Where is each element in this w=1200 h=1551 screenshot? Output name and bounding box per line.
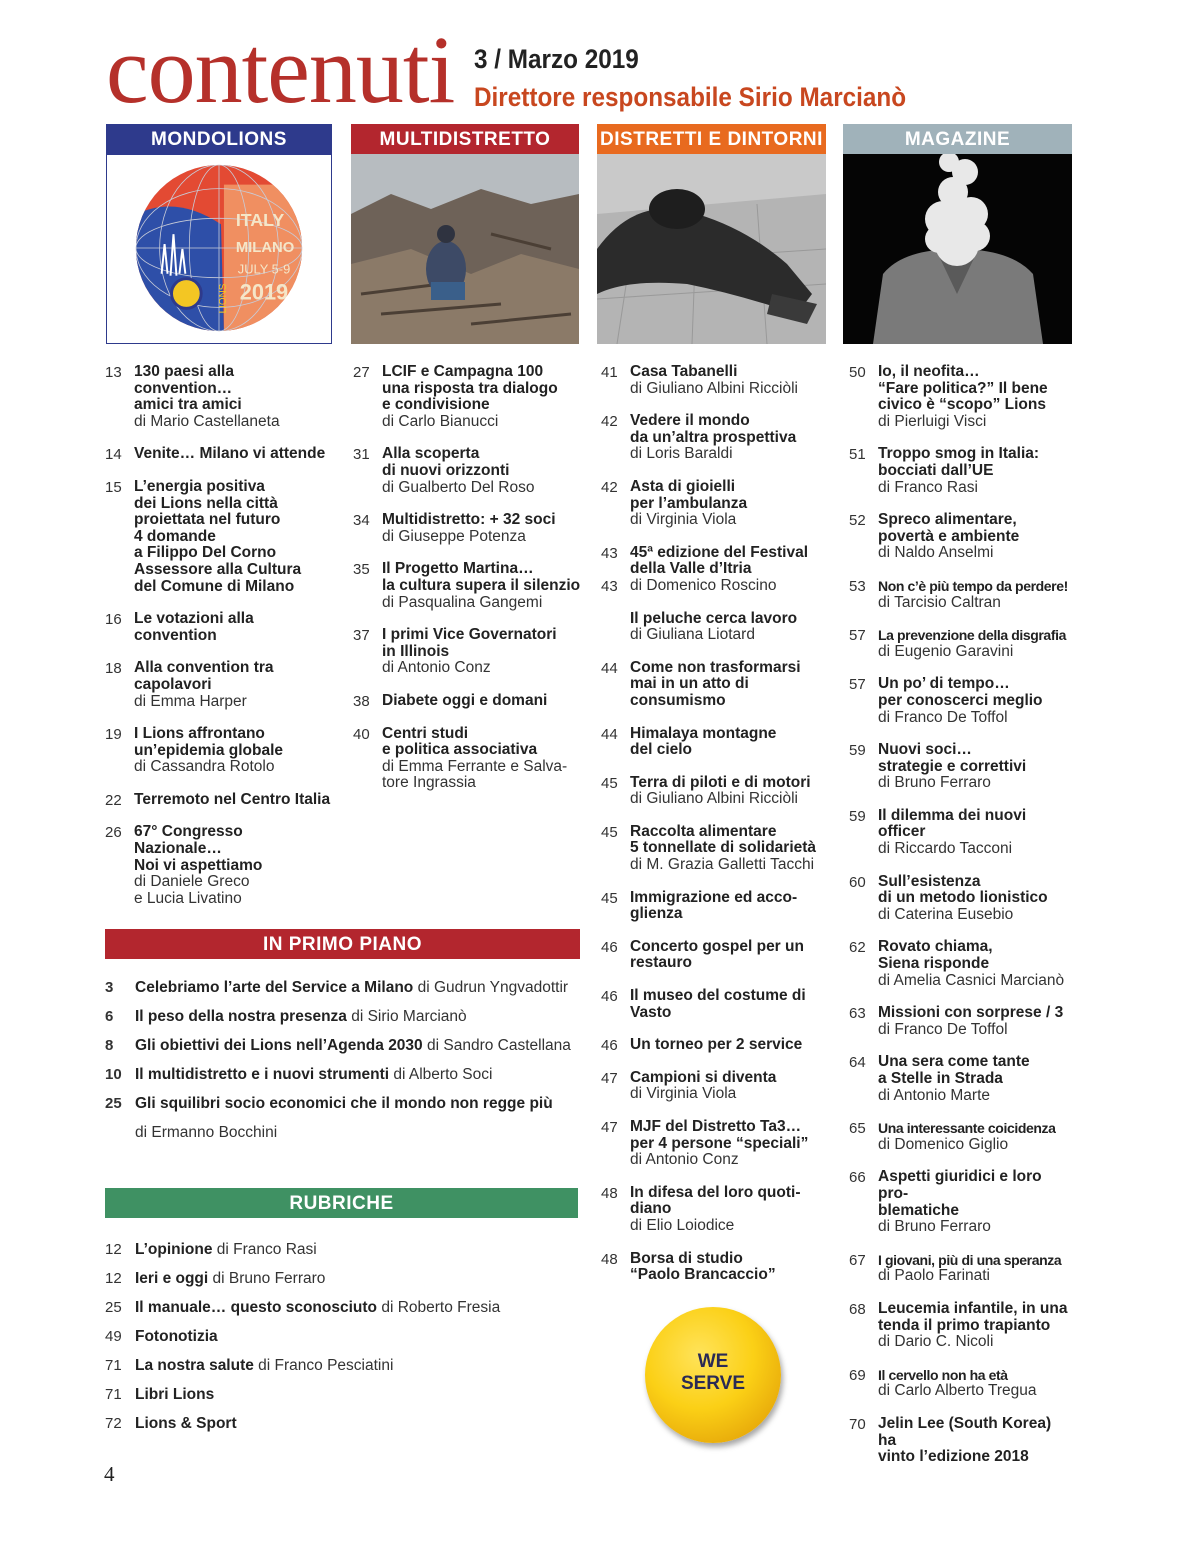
article-title: Raccolta alimentare 5 tonnellate di solidarietà (630, 822, 817, 857)
article-title: Vedere il mondo da un’altra prospettiva (630, 412, 797, 446)
section-header-multidistretto: MULTIDISTRETTO (351, 124, 579, 154)
multidistretto-toc (353, 364, 581, 808)
badge-line-2: SERVE (680, 1373, 746, 1394)
page-number: 51 (849, 446, 866, 464)
page-number: 10 (105, 1066, 122, 1083)
globe-text-italy: ITALY (235, 210, 285, 231)
article-title: Terra di piloti e di motori (630, 773, 811, 791)
page-number: 8 (105, 1037, 114, 1054)
article-title: Le votazioni alla convention (134, 610, 254, 644)
toc-entry[interactable] (849, 939, 1072, 989)
toc-entry[interactable] (105, 1065, 585, 1094)
toc-entry[interactable] (849, 1120, 1072, 1153)
toc-entry[interactable] (601, 775, 825, 808)
article-title: Libri Lions (135, 1386, 215, 1403)
toc-entry[interactable] (601, 1070, 825, 1103)
page-number: 44 (601, 659, 618, 677)
article-author: di Sandro Castellana (422, 1037, 571, 1054)
section-header-rubriche: RUBRICHE (105, 1188, 578, 1218)
convention-globe-image (106, 154, 332, 344)
article-author: di Gualberto Del Roso (382, 478, 535, 496)
article-title: Nuovi soci… strategie e correttivi (878, 741, 1027, 775)
page-number: 35 (353, 561, 370, 579)
toc-entry[interactable] (849, 1005, 1072, 1038)
globe-text-july: JULY 5-9 (237, 261, 291, 277)
article-author: di Eugenio Garavini (878, 642, 1014, 660)
article-title: Il museo del costume di Vasto (630, 987, 806, 1021)
toc-entry[interactable] (849, 578, 1072, 611)
article-author: di Pierluigi Visci (878, 412, 987, 430)
article-title: Io, il neofita… “Fare politica?” Il bene civico è “scopo” Lions (878, 363, 1048, 414)
page-number: 43 (601, 577, 618, 595)
page-number: 47 (601, 1069, 618, 1087)
toc-entry[interactable] (849, 446, 1072, 496)
article-title: Missioni con sorprese / 3 (878, 1004, 1064, 1022)
mondolions-toc (105, 364, 333, 923)
toc-entry[interactable] (601, 890, 825, 923)
article-author: di Alberto Soci (389, 1066, 493, 1083)
article-author: di Virginia Viola (630, 511, 737, 529)
toc-entry[interactable] (849, 1416, 1072, 1466)
toc-entry[interactable] (849, 627, 1072, 660)
article-author: di Cassandra Rotolo (134, 758, 275, 776)
toc-entry[interactable] (353, 364, 581, 430)
page-number: 48 (601, 1250, 618, 1268)
smoke-head-photo (843, 154, 1072, 344)
page-number: 62 (849, 939, 866, 957)
article-title: Concerto gospel per un restauro (630, 937, 804, 972)
article-title: Gli obiettivi dei Lions nell’Agenda 2030 (135, 1037, 423, 1054)
toc-entry[interactable] (849, 1367, 1072, 1400)
article-title: Borsa di studio “Paolo Brancaccio” (630, 1249, 776, 1284)
page-number: 49 (105, 1328, 122, 1345)
article-title: Il cervello non ha età (878, 1366, 1008, 1383)
page-number: 34 (353, 512, 370, 530)
section-header-mondolions: MONDOLIONS (106, 124, 332, 154)
toc-entry[interactable] (105, 1298, 585, 1327)
magazine-toc (849, 364, 1072, 1482)
page-number: 27 (353, 364, 370, 381)
article-author: di Giuliano Albini Ricciòli (630, 379, 798, 397)
toc-entry[interactable] (601, 1037, 825, 1054)
article-author: di Bruno Ferraro (208, 1270, 326, 1287)
article-author: di Domenico Giglio (878, 1135, 1009, 1153)
article-title: Il peso della nostra presenza (135, 1008, 347, 1025)
toc-entry[interactable] (849, 874, 1072, 924)
article-author: di Riccardo Tacconi (878, 840, 1013, 858)
toc-entry-continued[interactable] (105, 1123, 585, 1152)
article-title: Il manuale… questo sconosciuto (135, 1299, 378, 1316)
toc-entry[interactable] (105, 660, 333, 710)
article-author: di Caterina Eusebio (878, 905, 1014, 923)
article-title: Centri studi e politica associativa (382, 724, 538, 759)
article-title: Il peluche cerca lavoro (630, 609, 798, 627)
toc-entry[interactable] (105, 364, 333, 430)
toc-entry[interactable] (353, 627, 581, 677)
article-title: Ieri e oggi (135, 1270, 209, 1287)
page-number: 41 (601, 364, 618, 381)
toc-entry[interactable] (601, 413, 825, 463)
article-author: di Franco Rasi (878, 478, 978, 496)
article-title: Alla scoperta di nuovi orizzonti (382, 445, 510, 479)
article-author: di Bruno Ferraro (878, 1218, 991, 1236)
article-author: di Virginia Viola (630, 1085, 737, 1103)
toc-entry[interactable] (849, 1301, 1072, 1351)
page-number: 52 (849, 512, 866, 530)
article-title: La nostra salute (135, 1357, 254, 1374)
article-title: Come non trasformarsi mai in un atto di consumismo (630, 658, 801, 709)
article-author: di Bruno Ferraro (878, 774, 991, 792)
page-number: 18 (105, 660, 122, 678)
toc-entry[interactable] (105, 1036, 585, 1065)
article-author: di Franco De Toffol (878, 708, 1008, 726)
page-number: 14 (105, 446, 122, 464)
primo-piano-list (105, 978, 585, 1152)
article-title: Venite… Milano vi attende (134, 445, 326, 463)
page-number: 44 (601, 725, 618, 743)
distretti-toc (601, 364, 825, 1300)
article-title: Troppo smog in Italia: bocciati dall’UE (878, 445, 1040, 479)
page-number: 3 (105, 979, 114, 996)
article-author: di Pasqualina Gangemi (382, 593, 543, 611)
toc-entry[interactable] (105, 1094, 585, 1123)
toc-entry[interactable] (105, 792, 333, 809)
toc-entry[interactable] (849, 364, 1072, 430)
toc-entry[interactable] (849, 676, 1072, 726)
article-author: di Daniele Greco e Lucia Livatino (134, 873, 250, 907)
article-title: Asta di gioielli per l’ambulanza (630, 477, 748, 512)
toc-entry[interactable] (105, 824, 333, 907)
article-author: di Loris Baraldi (630, 445, 733, 463)
page-number: 68 (849, 1300, 866, 1318)
issue-date: 3 / Marzo 2019 (474, 44, 639, 74)
article-title: Campioni si diventa (630, 1068, 777, 1086)
page-number: 22 (105, 791, 122, 809)
globe-text-milano: MILANO (235, 239, 295, 256)
page-number: 66 (849, 1169, 866, 1187)
person-on-ground-photo (597, 154, 826, 344)
article-author: di Giuliana Liotard (630, 626, 755, 644)
toc-entry[interactable] (353, 512, 581, 545)
article-title: I primi Vice Governatori in Illinois (382, 626, 557, 660)
article-title: Un po’ di tempo… per conoscerci meglio (878, 675, 1043, 709)
article-title: LCIF e Campagna 100 una risposta tra dialogo e condivisione (382, 363, 558, 414)
article-author: di Mario Castellaneta (134, 412, 280, 430)
page-number: 25 (105, 1095, 122, 1112)
article-author: di Franco Pesciatini (253, 1357, 394, 1374)
article-title: Terremoto nel Centro Italia (134, 790, 331, 808)
article-title: Spreco alimentare, povertà e ambiente (878, 511, 1020, 545)
section-header-magazine: MAGAZINE (843, 124, 1072, 154)
toc-entry[interactable] (353, 561, 581, 611)
disaster-photo (351, 154, 579, 344)
page-number: 60 (849, 873, 866, 891)
page-number: 38 (353, 692, 370, 710)
toc-entry[interactable] (601, 726, 825, 759)
page-number: 12 (105, 1270, 122, 1287)
page-number: 25 (105, 1299, 122, 1316)
toc-entry[interactable] (849, 1054, 1072, 1104)
page-number: 37 (353, 627, 370, 645)
article-author: di Giuliano Albini Ricciòli (630, 790, 798, 808)
toc-entry[interactable] (601, 939, 825, 972)
article-author: di Naldo Anselmi (878, 544, 994, 562)
page-number: 46 (601, 938, 618, 956)
toc-entry[interactable] (601, 1185, 825, 1235)
page-number: 67 (849, 1251, 866, 1269)
article-title: I giovani, più di una speranza (878, 1251, 1062, 1268)
page-number: 57 (849, 676, 866, 694)
article-author: di Franco De Toffol (878, 1020, 1008, 1038)
article-title: Sull’esistenza di un metodo lionistico (878, 872, 1048, 907)
article-author: di Antonio Conz (382, 659, 491, 677)
article-title: Rovato chiama, Siena risponde (878, 938, 993, 973)
article-author: di Amelia Casnici Marcianò (878, 971, 1065, 989)
toc-entry[interactable] (353, 726, 581, 792)
toc-entry[interactable] (105, 978, 585, 1007)
article-title: Non c’è più tempo da perdere! (878, 577, 1068, 594)
article-author: di Roberto Fresia (377, 1299, 501, 1316)
toc-entry[interactable] (105, 1356, 585, 1385)
page-number: 71 (105, 1357, 122, 1374)
page-number: 43 (601, 544, 618, 562)
toc-entry[interactable] (105, 446, 333, 463)
article-title: Alla convention tra capolavori (134, 659, 274, 693)
article-title: Fotonotizia (135, 1328, 218, 1345)
article-author: di Tarcisio Caltran (878, 593, 1001, 611)
article-title: La prevenzione della disgrafia (878, 627, 1066, 644)
article-title: L’opinione (135, 1241, 213, 1258)
toc-entry[interactable] (849, 1252, 1072, 1285)
page-number: 46 (601, 988, 618, 1006)
toc-entry[interactable] (105, 479, 333, 595)
article-title: 130 paesi alla convention… amici tra amici (134, 363, 242, 414)
badge-line-1: WE (697, 1351, 729, 1372)
article-title: Celebriamo l’arte del Service a Milano (135, 979, 414, 996)
toc-entry[interactable] (105, 1327, 585, 1356)
page-number: 42 (601, 478, 618, 496)
page-number: 53 (849, 577, 866, 595)
toc-entry[interactable] (601, 1119, 825, 1169)
article-title: Aspetti giuridici e loro pro- blematiche (878, 1168, 1042, 1219)
rubriche-list (105, 1240, 585, 1443)
page-number: 59 (849, 807, 866, 825)
article-title: Leucemia infantile, in una tenda il primo trapianto (878, 1299, 1068, 1334)
article-title: Himalaya montagne del cielo (630, 724, 777, 759)
toc-entry[interactable] (849, 512, 1072, 562)
article-author: di Antonio Marte (878, 1086, 991, 1104)
page-number: 71 (105, 1386, 122, 1403)
page-number: 47 (601, 1119, 618, 1136)
article-title: Gli squilibri socio economici che il mondo non regge più (135, 1095, 553, 1112)
article-title: Un torneo per 2 service (630, 1036, 803, 1054)
article-author: di Giuseppe Potenza (382, 527, 526, 545)
page-number: 26 (105, 824, 122, 842)
article-author: di Carlo Alberto Tregua (878, 1382, 1037, 1400)
toc-entry[interactable] (601, 1251, 825, 1284)
page-number: 45 (601, 889, 618, 907)
page-number: 72 (105, 1415, 122, 1432)
page-number: 69 (849, 1366, 866, 1384)
article-author: di Gudrun Yngvadottir (413, 979, 569, 996)
toc-entry[interactable] (601, 364, 825, 397)
toc-entry[interactable] (105, 726, 333, 776)
page-number: 13 (105, 364, 122, 381)
page-number: 31 (353, 446, 370, 464)
article-author: di Paolo Farinati (878, 1267, 991, 1285)
article-author: di Elio Loiodice (630, 1216, 735, 1234)
article-title: Una interessante coicidenza (878, 1120, 1056, 1137)
article-title: Lions & Sport (135, 1415, 237, 1432)
article-author: di Emma Ferrante e Salva- tore Ingrassia (382, 757, 568, 792)
article-title: Il multidistretto e i nuovi strumenti (135, 1066, 390, 1083)
toc-entry[interactable] (601, 824, 825, 874)
article-title: Casa Tabanelli (630, 363, 738, 380)
article-title: Il Progetto Martina… la cultura supera il silenzio (382, 560, 581, 594)
page-number: 48 (601, 1184, 618, 1202)
toc-entry[interactable] (353, 693, 581, 710)
article-title: Il dilemma dei nuovi officer (878, 806, 1027, 841)
article-title: L’energia positiva dei Lions nella città proiettata nel futuro 4 domande a Filippo Del Corno Assessore alla Cultura del Comune di Milano (134, 477, 302, 595)
globe-text-lions: LIONS (217, 283, 229, 314)
toc-entry[interactable] (601, 545, 825, 578)
article-author: di Franco Rasi (212, 1241, 317, 1258)
toc-entry[interactable] (105, 1240, 585, 1269)
article-author: di Dario C. Nicoli (878, 1333, 994, 1351)
article-title: In difesa del loro quoti- diano (630, 1183, 801, 1218)
toc-entry[interactable] (105, 1007, 585, 1036)
article-title: Multidistretto: + 32 soci (382, 511, 556, 529)
page-number: 40 (353, 725, 370, 743)
toc-entry[interactable] (849, 808, 1072, 858)
page-number: 64 (849, 1054, 866, 1072)
article-author: di Emma Harper (134, 692, 247, 710)
article-title: 45ª edizione del Festival della Valle d’Itria (630, 543, 809, 578)
page-number: 50 (849, 364, 866, 381)
page-number: 65 (849, 1120, 866, 1138)
toc-entry[interactable] (601, 988, 825, 1021)
toc-entry[interactable] (105, 611, 333, 644)
we-serve-badge (645, 1307, 781, 1443)
page-folio: 4 (104, 1462, 115, 1486)
toc-entry[interactable] (849, 1169, 1072, 1235)
article-title: MJF del Distretto Ta3… per 4 persone “speciali” (630, 1118, 809, 1152)
article-author: di Carlo Bianucci (382, 412, 499, 430)
toc-entry[interactable] (601, 660, 825, 710)
page-title: contenuti (106, 16, 455, 123)
page-number: 59 (849, 742, 866, 760)
page-number: 45 (601, 823, 618, 841)
editor-credit: Direttore responsabile Sirio Marcianò (474, 82, 907, 112)
article-title: I Lions affrontano un’epidemia globale (134, 725, 283, 759)
page-number: 6 (105, 1008, 114, 1025)
article-author: di M. Grazia Galletti Tacchi (630, 856, 815, 874)
article-title: Jelin Lee (South Korea) ha vinto l’edizione 2018 (878, 1414, 1052, 1466)
article-author: di Antonio Conz (630, 1151, 739, 1169)
page-number: 45 (601, 774, 618, 792)
article-title: Immigrazione ed acco- glienza (630, 888, 798, 923)
toc-entry[interactable] (849, 742, 1072, 792)
page-number: 63 (849, 1005, 866, 1023)
toc-entry[interactable] (105, 1269, 585, 1298)
page-number: 16 (105, 611, 122, 629)
page-number: 57 (849, 627, 866, 645)
article-author: di Ermanno Bocchini (135, 1124, 278, 1141)
section-header-primo-piano: IN PRIMO PIANO (105, 929, 580, 959)
page-number: 12 (105, 1241, 122, 1258)
article-title: 67° Congresso Nazionale… Noi vi aspettiamo (134, 823, 263, 874)
page-number: 46 (601, 1037, 618, 1055)
toc-entry[interactable] (353, 446, 581, 496)
article-title: Diabete oggi e domani (382, 691, 548, 709)
page-number: 42 (601, 413, 618, 431)
toc-entry[interactable] (601, 479, 825, 529)
toc-entry[interactable] (105, 1385, 585, 1414)
toc-entry[interactable] (105, 1414, 585, 1443)
page-number: 70 (849, 1415, 866, 1433)
article-title: Una sera come tante a Stelle in Strada (878, 1053, 1030, 1087)
toc-entry[interactable] (601, 611, 825, 644)
article-author: di Sirio Marcianò (346, 1008, 467, 1025)
article-author: di Domenico Roscino (630, 576, 777, 594)
section-header-distretti: DISTRETTI E DINTORNI (597, 124, 826, 154)
page-number: 15 (105, 478, 122, 496)
toc-entry[interactable] (601, 578, 825, 595)
page-number: 19 (105, 726, 122, 744)
globe-text-year: 2019 (239, 279, 289, 305)
